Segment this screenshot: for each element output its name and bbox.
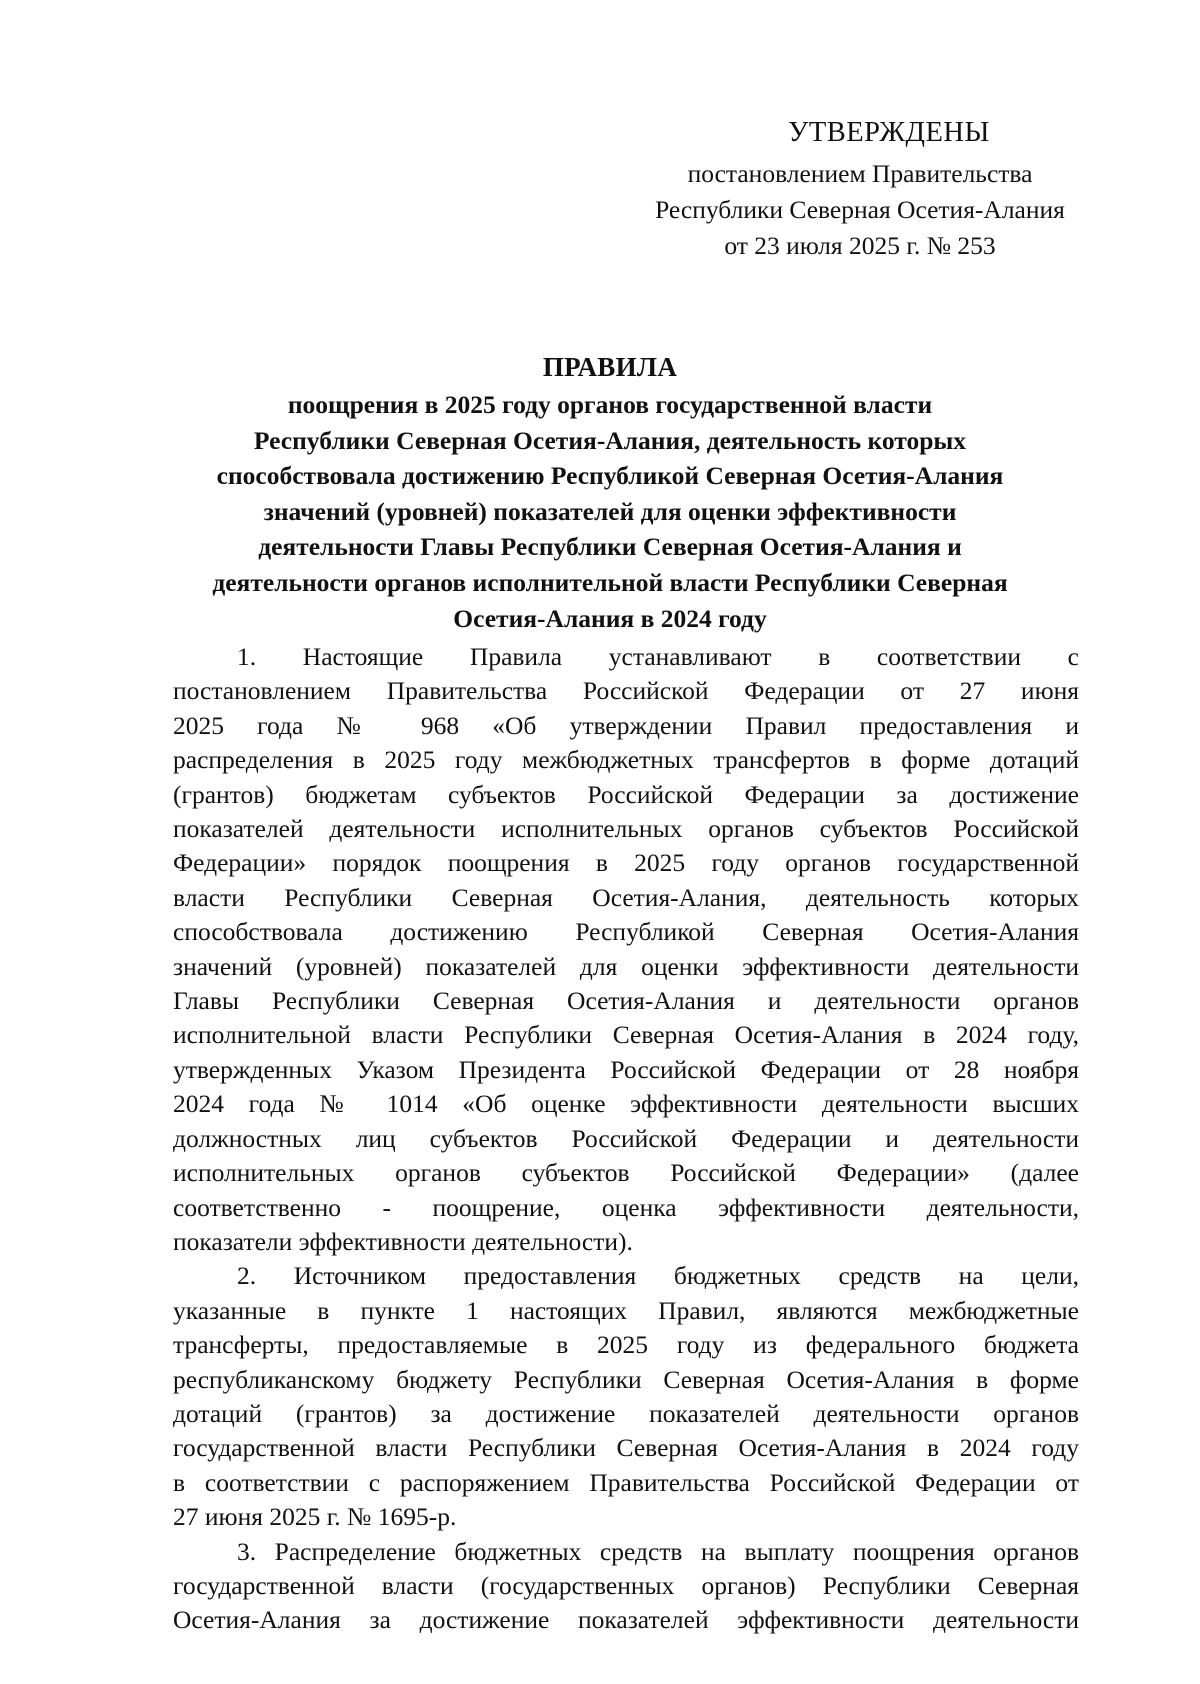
paragraph-line: значений (уровней) показателей для оценки эффективности деятельности — [173, 951, 1079, 981]
paragraph-3 — [173, 1535, 1079, 1638]
document-body — [173, 640, 1079, 1638]
title-subtitle-line: деятельности Главы Республики Северная Осетия-Алания и — [258, 532, 962, 562]
paragraph-line: дотаций (грантов) за достижение показателей деятельности органов — [173, 1398, 1079, 1428]
paragraph-line: 2024 года № 1014 «Об оценке эффективности деятельности высших — [173, 1089, 1079, 1119]
paragraph-line: (грантов) бюджетам субъектов Российской Федерации за достижение — [173, 779, 1079, 809]
document-title: ПРАВИЛА — [542, 352, 678, 382]
paragraph-line: указанные в пункте 1 настоящих Правил, являются межбюджетные — [173, 1295, 1079, 1325]
paragraph-line: власти Республики Северная Осетия-Алания, деятельность которых — [173, 882, 1079, 912]
paragraph-line: 1. Настоящие Правила устанавливают в соответствии с — [237, 642, 1079, 671]
paragraph-line: 2025 года № 968 «Об утверждении Правил предоставления и — [173, 710, 1079, 740]
approval-line: постановлением Правительства — [687, 159, 1033, 188]
approval-date-line: от 23 июля 2025 г. № 253 — [724, 231, 996, 260]
paragraph-line: Осетия-Алания за достижение показателей эффективности деятельности — [173, 1605, 1079, 1635]
paragraph-line: способствовала достижению Республикой Северная Осетия-Алания — [173, 917, 1079, 947]
title-subtitle-line: поощрения в 2025 году органов государственной власти — [287, 390, 933, 419]
paragraph-line: Главы Республики Северная Осетия-Алания и деятельности органов — [173, 986, 1079, 1016]
paragraph-line: 27 июня 2025 г. № 1695-р. — [173, 1502, 457, 1532]
title-subtitle-line: Осетия-Алания в 2024 году — [453, 603, 767, 633]
paragraph-line: республиканскому бюджету Республики Северная Осетия-Алания в форме — [173, 1364, 1079, 1394]
paragraph-line: исполнительной власти Республики Северная Осетия-Алания в 2024 году, — [173, 1020, 1079, 1050]
paragraph-line: исполнительных органов субъектов Российской Федерации» (далее — [173, 1158, 1079, 1188]
paragraph-line: Федерации» порядок поощрения в 2025 году органов государственной — [173, 848, 1079, 878]
paragraph-2 — [173, 1259, 1079, 1534]
paragraph-line: показатели эффективности деятельности). — [173, 1226, 633, 1256]
title-subtitle-line: способствовала достижению Республикой Северная Осетия-Алания — [216, 461, 1004, 491]
approval-heading: УТВЕРЖДЕНЫ — [788, 117, 990, 148]
paragraph-line: государственной власти (государственных органов) Республики Северная — [173, 1570, 1079, 1600]
paragraph-line: 3. Распределение бюджетных средств на выплату поощрения органов — [237, 1536, 1079, 1566]
document-title-block — [160, 347, 1060, 636]
title-subtitle-line: деятельности органов исполнительной власти Республики Северная — [212, 567, 1008, 597]
paragraph-line: государственной власти Республики Северная Осетия-Алания в 2024 году — [173, 1433, 1079, 1463]
paragraph-line: в соответствии с распоряжением Правительства Российской Федерации от — [173, 1467, 1079, 1497]
paragraph-1 — [173, 640, 1079, 1259]
title-subtitle-line: значений (уровней) показателей для оценки эффективности — [263, 496, 957, 526]
paragraph-line: соответственно - поощрение, оценка эффективности деятельности, — [173, 1192, 1079, 1222]
approval-line: Республики Северная Осетия-Алания — [655, 195, 1065, 224]
paragraph-line: постановлением Правительства Российской Федерации от 27 июня — [173, 676, 1079, 706]
paragraph-line: показателей деятельности исполнительных органов субъектов Российской — [173, 814, 1079, 844]
paragraph-line: распределения в 2025 году межбюджетных трансфертов в форме дотаций — [173, 745, 1079, 775]
approval-stamp — [600, 112, 1120, 264]
paragraph-line: трансферты, предоставляемые в 2025 году из федерального бюджета — [173, 1330, 1079, 1360]
paragraph-line: должностных лиц субъектов Российской Федерации и деятельности — [173, 1123, 1079, 1153]
title-subtitle-line: Республики Северная Осетия-Алания, деятельность которых — [253, 425, 967, 455]
paragraph-line: 2. Источником предоставления бюджетных средств на цели, — [237, 1261, 1079, 1291]
paragraph-line: утвержденных Указом Президента Российской Федерации от 28 ноября — [173, 1054, 1079, 1084]
